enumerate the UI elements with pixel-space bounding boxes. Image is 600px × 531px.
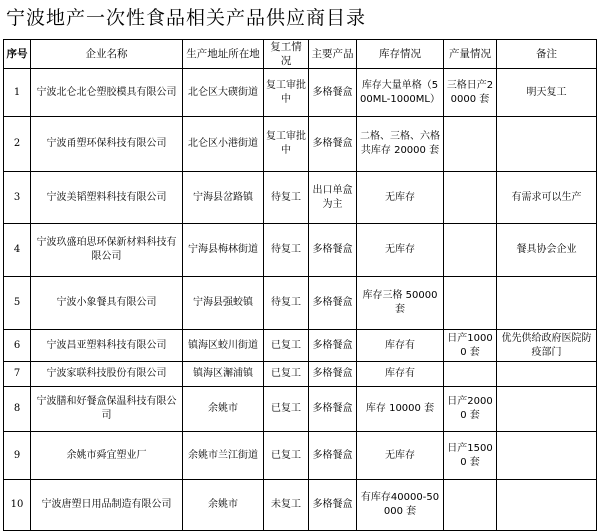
cell-main-product: 多格餐盒: [309, 330, 357, 362]
cell-note: [497, 277, 597, 330]
cell-resume-status: 待复工: [264, 224, 309, 277]
cell-company-name: 宁波膳和好餐盒保温科技有限公司: [31, 387, 183, 432]
cell-output: [444, 277, 497, 330]
cell-no: 4: [4, 224, 31, 277]
header-note: 备注: [497, 40, 597, 69]
cell-address: 余姚市: [183, 387, 264, 432]
cell-address: 宁海县梅林街道: [183, 224, 264, 277]
cell-output: [444, 172, 497, 224]
header-main-product: 主要产品: [309, 40, 357, 69]
cell-note: [497, 362, 597, 387]
cell-main-product: 出口单盒为主: [309, 172, 357, 224]
cell-resume-status: 已复工: [264, 432, 309, 480]
cell-no: 9: [4, 432, 31, 480]
header-stock: 库存情况: [357, 40, 444, 69]
cell-no: 7: [4, 362, 31, 387]
cell-resume-status: 已复工: [264, 362, 309, 387]
table-row: [4, 362, 597, 387]
cell-company-name: 宁波玖盛珀思环保新材料科技有限公司: [31, 224, 183, 277]
header-row: [4, 40, 597, 69]
cell-company-name: 宁波美韬塑料科技有限公司: [31, 172, 183, 224]
header-company-name: 企业名称: [31, 40, 183, 69]
cell-note: [497, 432, 597, 480]
cell-note: 有需求可以生产: [497, 172, 597, 224]
cell-stock: 无库存: [357, 172, 444, 224]
header-no: 序号: [4, 40, 31, 69]
cell-no: 3: [4, 172, 31, 224]
cell-address: 北仑区大碶街道: [183, 69, 264, 117]
table-row: [4, 330, 597, 362]
table-row: [4, 69, 597, 117]
cell-stock: 二格、三格、六格共库存 20000 套: [357, 117, 444, 172]
cell-stock: 库存有: [357, 330, 444, 362]
cell-company-name: 宁波昌亚塑料科技有限公司: [31, 330, 183, 362]
cell-main-product: 多格餐盒: [309, 117, 357, 172]
cell-main-product: 多格餐盒: [309, 432, 357, 480]
cell-resume-status: 未复工: [264, 480, 309, 531]
cell-company-name: 余姚市舜宜塑业厂: [31, 432, 183, 480]
table-row: [4, 277, 597, 330]
table-row: [4, 172, 597, 224]
table-row: [4, 387, 597, 432]
header-output: 产量情况: [444, 40, 497, 69]
cell-stock: 无库存: [357, 224, 444, 277]
supplier-table: [3, 39, 597, 531]
cell-address: 余姚市兰江街道: [183, 432, 264, 480]
cell-company-name: 宁波甬塑环保科技有限公司: [31, 117, 183, 172]
cell-main-product: 多格餐盒: [309, 387, 357, 432]
cell-company-name: 宁波家联科技股份有限公司: [31, 362, 183, 387]
table-row: [4, 224, 597, 277]
cell-note: [497, 387, 597, 432]
cell-main-product: 多格餐盒: [309, 224, 357, 277]
cell-address: 镇海区澥浦镇: [183, 362, 264, 387]
cell-resume-status: 已复工: [264, 330, 309, 362]
cell-stock: 库存大量单格（500ML-1000ML）: [357, 69, 444, 117]
cell-resume-status: 待复工: [264, 277, 309, 330]
cell-stock: 库存有: [357, 362, 444, 387]
cell-note: 优先供给政府医院防疫部门: [497, 330, 597, 362]
cell-main-product: 多格餐盒: [309, 480, 357, 531]
cell-output: 三格日产20000 套: [444, 69, 497, 117]
cell-resume-status: 复工审批中: [264, 117, 309, 172]
cell-address: 余姚市: [183, 480, 264, 531]
header-address: 生产地址所在地: [183, 40, 264, 69]
cell-resume-status: 复工审批中: [264, 69, 309, 117]
cell-no: 2: [4, 117, 31, 172]
cell-no: 8: [4, 387, 31, 432]
cell-no: 6: [4, 330, 31, 362]
cell-output: [444, 362, 497, 387]
cell-main-product: 多格餐盒: [309, 69, 357, 117]
cell-output: 日产15000 套: [444, 432, 497, 480]
cell-note: 餐具协会企业: [497, 224, 597, 277]
cell-address: 北仑区小港街道: [183, 117, 264, 172]
cell-note: [497, 117, 597, 172]
cell-stock: 库存三格 50000 套: [357, 277, 444, 330]
cell-resume-status: 待复工: [264, 172, 309, 224]
document-title: 宁波地产一次性食品相关产品供应商目录: [6, 7, 367, 29]
cell-main-product: 多格餐盒: [309, 362, 357, 387]
header-resume-status: 复工情况: [264, 40, 309, 69]
cell-output: [444, 224, 497, 277]
cell-output: 日产20000 套: [444, 387, 497, 432]
cell-address: 宁海县岔路镇: [183, 172, 264, 224]
cell-address: 宁海县强蛟镇: [183, 277, 264, 330]
cell-no: 1: [4, 69, 31, 117]
cell-resume-status: 已复工: [264, 387, 309, 432]
cell-output: 日产10000 套: [444, 330, 497, 362]
cell-stock: 库存 10000 套: [357, 387, 444, 432]
cell-address: 镇海区蛟川街道: [183, 330, 264, 362]
cell-stock: 有库存40000-50000 套: [357, 480, 444, 531]
cell-main-product: 多格餐盒: [309, 277, 357, 330]
table-row: [4, 432, 597, 480]
cell-no: 5: [4, 277, 31, 330]
cell-note: 明天复工: [497, 69, 597, 117]
cell-output: [444, 117, 497, 172]
cell-company-name: 宁波小象餐具有限公司: [31, 277, 183, 330]
cell-company-name: 宁波唐塑日用品制造有限公司: [31, 480, 183, 531]
cell-company-name: 宁波北仑北仑塑胶模具有限公司: [31, 69, 183, 117]
cell-stock: 无库存: [357, 432, 444, 480]
cell-no: 10: [4, 480, 31, 531]
table-row: [4, 117, 597, 172]
